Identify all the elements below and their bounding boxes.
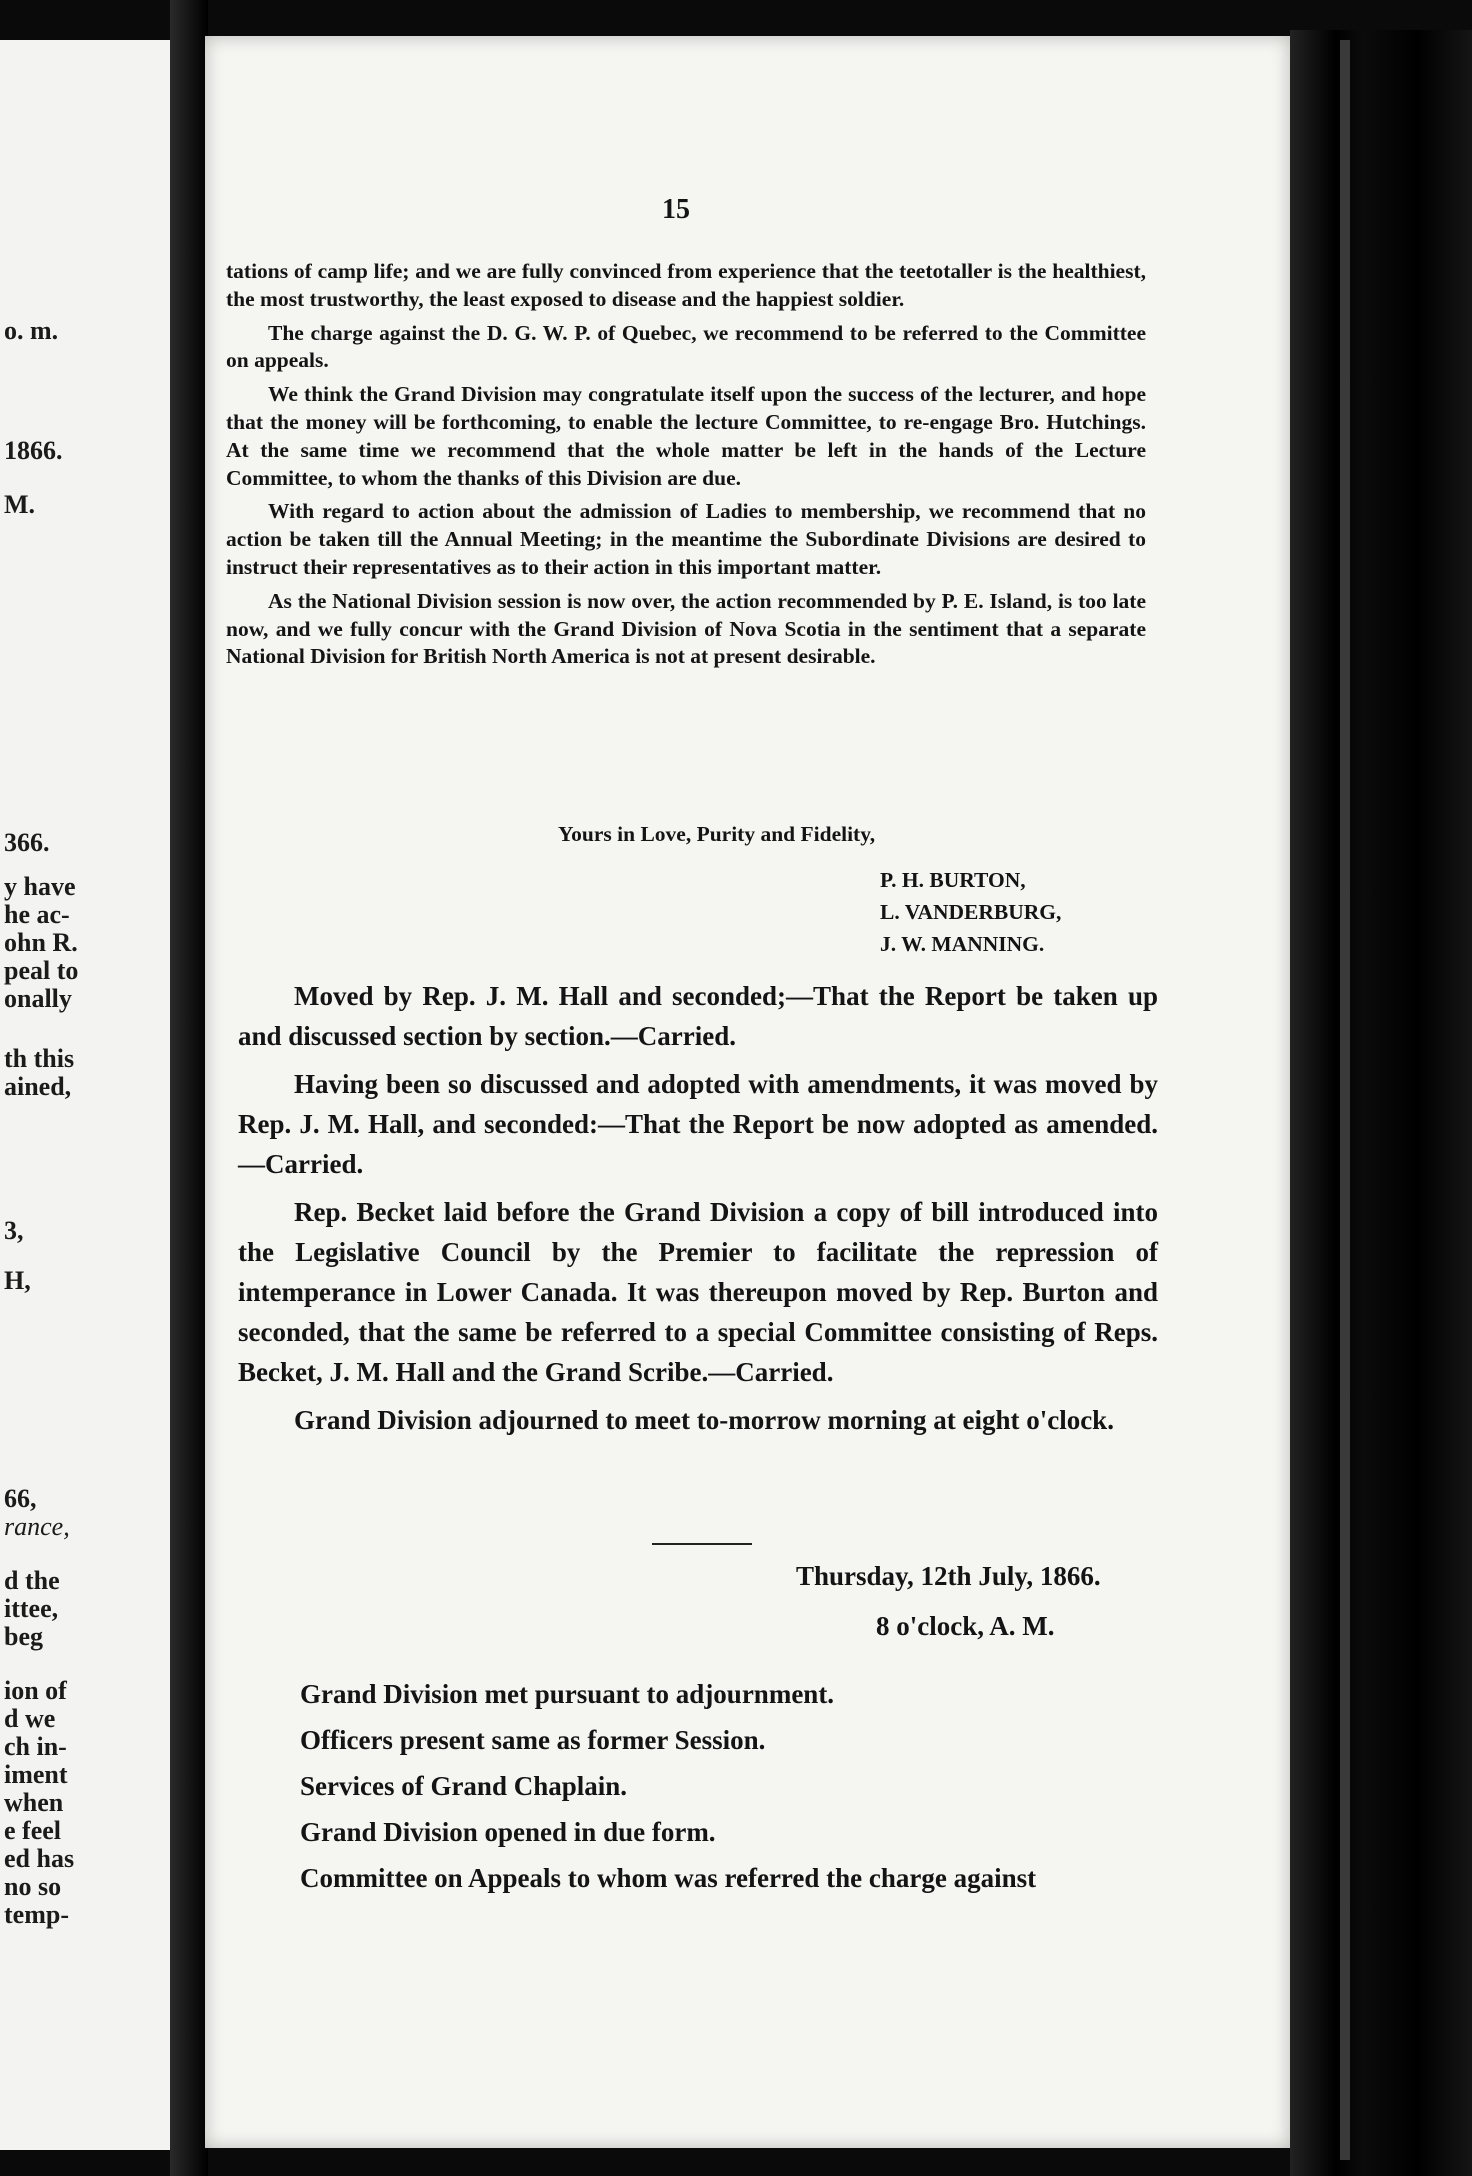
section-divider: [652, 1543, 752, 1545]
session-time: 8 o'clock, A. M.: [876, 1611, 1055, 1641]
facing-page-text: peal to: [4, 956, 79, 985]
facing-page-text: ittee,: [4, 1594, 59, 1623]
facing-page-text: e feel: [4, 1816, 62, 1845]
minutes-line: Committee on Appeals to whom was referred the charge against: [300, 1863, 1037, 1893]
facing-page-text: th this: [4, 1044, 75, 1073]
minutes-line: Services of Grand Chaplain.: [300, 1771, 628, 1801]
minutes-line: Officers present same as former Session.: [300, 1725, 766, 1755]
facing-page-text: ohn R.: [4, 928, 78, 957]
signatory-name: J. W. MANNING.: [880, 932, 1045, 956]
facing-page-text: ch in-: [4, 1732, 67, 1761]
facing-page-text: ained,: [4, 1072, 72, 1101]
page-number: 15: [662, 194, 690, 225]
minutes-line: Grand Division met pursuant to adjournment.: [300, 1679, 835, 1709]
report-paragraph: The charge against the D. G. W. P. of Quebec, we recommend to be referred to the Committee on appeals.: [226, 320, 1146, 373]
facing-page-text: 3,: [4, 1216, 24, 1245]
report-body: [226, 258, 1146, 671]
facing-page-text: ion of: [4, 1676, 67, 1705]
facing-page-text: H,: [4, 1266, 31, 1295]
facing-page-text: 366.: [4, 828, 50, 857]
book-edge: [1290, 30, 1472, 2176]
facing-page-text: when: [4, 1788, 64, 1817]
facing-page-text: 66,: [4, 1484, 37, 1513]
facing-page-text: o. m.: [4, 316, 59, 345]
facing-page-text: d we: [4, 1704, 56, 1733]
closing-salutation: Yours in Love, Purity and Fidelity,: [558, 822, 876, 846]
facing-page-text: M.: [4, 490, 36, 519]
signatory-name: P. H. BURTON,: [880, 868, 1026, 892]
facing-page-text: beg: [4, 1622, 43, 1651]
report-paragraph: As the National Division session is now over, the action recommended by P. E. Island, is too late now, and we fully concur with the Grand Division of Nova Scotia in the sentiment that a separate National Division for British North America is not at present desirable.: [226, 588, 1146, 669]
signatory-name: L. VANDERBURG,: [880, 900, 1062, 924]
facing-page-text: ed has: [4, 1844, 75, 1873]
report-paragraph: tations of camp life; and we are fully convinced from experience that the teetotaller is the healthiest, the most trustworthy, the least exposed to disease and the happiest soldier.: [226, 259, 1146, 311]
facing-page-text: temp-: [4, 1900, 69, 1929]
facing-page-text: onally: [4, 984, 72, 1013]
facing-page-text: d the: [4, 1566, 60, 1595]
proceedings-paragraph: Moved by Rep. J. M. Hall and seconded;—That the Report be taken up and discussed section by section.—Carried.: [238, 981, 1158, 1051]
session-minutes: [300, 1671, 1200, 1901]
proceedings-paragraph: Grand Division adjourned to meet to-morrow morning at eight o'clock.: [294, 1405, 1114, 1435]
proceedings-paragraph: Having been so discussed and adopted with amendments, it was moved by Rep. J. M. Hall, and seconded:—That the Report be now adopted as amended.—Carried.: [238, 1069, 1158, 1179]
minutes-line: Grand Division opened in due form.: [300, 1817, 716, 1847]
facing-page-fragment: [0, 40, 174, 2150]
facing-page-text: iment: [4, 1760, 68, 1789]
facing-page-text: rance,: [4, 1512, 70, 1541]
book-spine: [1340, 40, 1350, 2160]
book-gutter: [170, 0, 208, 2176]
facing-page-text: he ac-: [4, 900, 70, 929]
report-paragraph: With regard to action about the admission of Ladies to membership, we recommend that no action be taken till the Annual Meeting; in the meantime the Subordinate Divisions are desired to instruct their representatives as to their action in this important matter.: [226, 499, 1146, 579]
session-date: Thursday, 12th July, 1866.: [796, 1561, 1101, 1591]
signatories: [880, 864, 1061, 960]
facing-page-text: no so: [4, 1872, 62, 1901]
proceedings-paragraph: Rep. Becket laid before the Grand Division a copy of bill introduced into the Legislative Council by the Premier to facilitate the repression of intemperance in Lower Canada. It was thereupon moved by Rep. Burton and seconded, that the same be referred to a special Committee consisting of Reps. Becket, J. M. Hall and the Grand Scribe.—Carried.: [238, 1197, 1158, 1387]
facing-page-text: 1866.: [4, 436, 63, 465]
report-paragraph: We think the Grand Division may congratulate itself upon the success of the lecturer, and hope that the money will be forthcoming, to enable the lecture Committee, to re-engage Bro. Hutchings. At the same time we recommend that the whole matter be left in the hands of the Lecture Committee, to whom the thanks of this Division are due.: [226, 382, 1146, 490]
facing-page-text: y have: [4, 872, 76, 901]
proceedings: [238, 976, 1158, 1448]
